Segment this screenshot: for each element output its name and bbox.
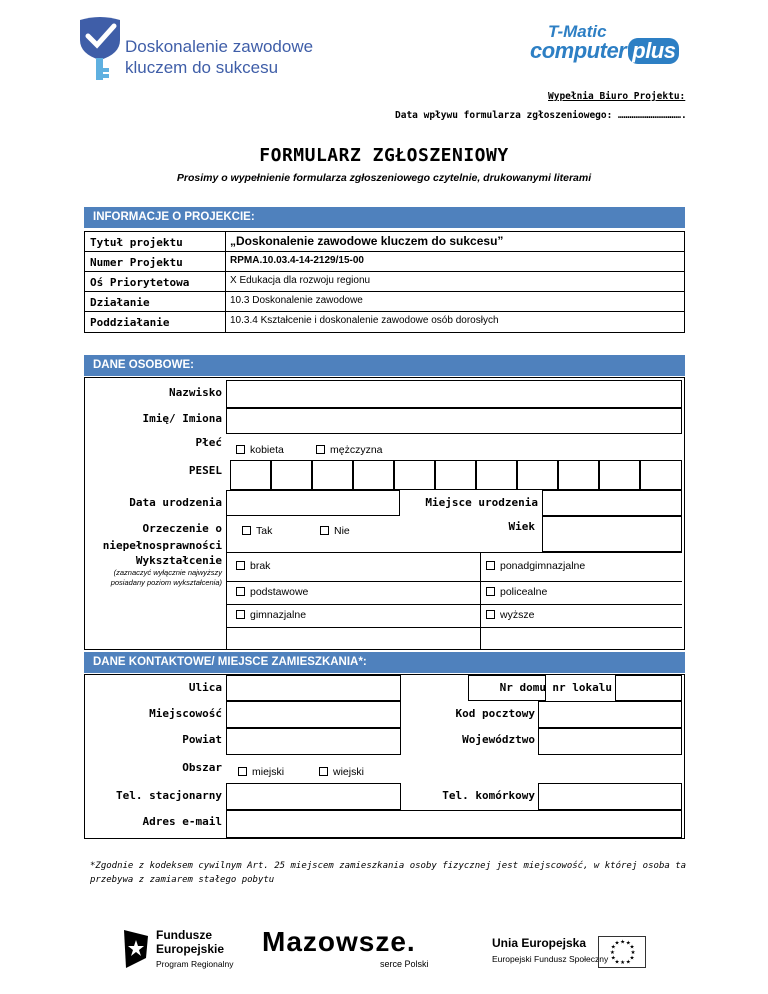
pesel-digit[interactable] — [517, 460, 558, 490]
fundusze-europejskie-logo — [122, 928, 262, 974]
pesel-digit[interactable] — [558, 460, 599, 490]
ue-line2: Europejski Fundusz Społeczny — [492, 954, 609, 964]
street-label: Ulica — [188, 681, 222, 694]
pesel-input-row — [230, 460, 682, 490]
svg-text:★: ★ — [610, 955, 616, 962]
flat-number-input[interactable] — [615, 675, 682, 701]
city-label: Miejscowość — [149, 707, 222, 720]
svg-text:★: ★ — [620, 939, 626, 946]
education-option-label: gimnazjalne — [250, 609, 307, 621]
eu-flag-icon — [598, 936, 646, 968]
submeasure-label: Poddziałanie — [85, 312, 226, 332]
svg-text:★: ★ — [620, 960, 626, 967]
sex-label: Płeć — [195, 436, 222, 449]
pesel-digit[interactable] — [640, 460, 682, 490]
street-input[interactable] — [226, 675, 401, 701]
measure-value: 10.3 Doskonalenie zawodowe — [230, 295, 363, 306]
disability-label-line2: niepełnosprawności — [102, 539, 222, 552]
education-option-label: ponadgimnazjalne — [500, 560, 586, 572]
house-number-label: Nr domu — [499, 681, 546, 694]
checkbox-icon[interactable] — [316, 445, 325, 454]
age-label: Wiek — [508, 520, 535, 533]
logo-left-line1: Doskonalenie zawodowe — [125, 37, 314, 56]
divider — [226, 552, 682, 553]
education-option-primary[interactable] — [236, 586, 308, 598]
section-project-header: INFORMACJE O PROJEKCIE: — [84, 207, 685, 228]
pesel-label: PESEL — [188, 464, 222, 477]
education-hint: (zaznaczyć wyłącznie najwyższy posiadany poziom wykształcenia) — [110, 568, 222, 587]
education-option-postsecondary[interactable] — [486, 586, 547, 598]
tmatic-logo — [530, 20, 690, 70]
pesel-digit[interactable] — [353, 460, 394, 490]
birth-place-label: Miejsce urodzenia — [425, 496, 538, 509]
priority-axis-value: X Edukacja dla rozwoju regionu — [230, 275, 371, 286]
disability-label-line1: Orzeczenie o — [142, 522, 222, 535]
table-row — [85, 252, 684, 272]
disability-label — [85, 520, 222, 554]
svg-text:★: ★ — [614, 959, 620, 966]
svg-text:★: ★ — [625, 959, 631, 966]
form-subtitle: Prosimy o wypełnienie formularza zgłoszeniowego czytelnie, drukowanymi literami — [176, 172, 592, 184]
fe-line1: Fundusze — [156, 928, 212, 942]
logo-left-line2: kluczem do sukcesu — [125, 58, 279, 77]
area-urban-label: miejski — [252, 766, 285, 778]
checkbox-icon[interactable] — [236, 561, 245, 570]
checkbox-icon[interactable] — [319, 767, 328, 776]
education-label: Wykształcenie — [135, 554, 222, 567]
divider — [226, 627, 682, 628]
fe-line3: Program Regionalny — [156, 959, 234, 969]
project-title-value: „Doskonalenie zawodowe kluczem do sukcesu” — [230, 234, 504, 248]
ue-line1: Unia Europejska — [492, 936, 587, 950]
education-option-higher[interactable] — [486, 609, 534, 621]
section-personal-header: DANE OSOBOWE: — [84, 355, 685, 376]
pesel-digit[interactable] — [435, 460, 476, 490]
names-label: Imię/ Imiona — [142, 412, 222, 425]
checkbox-icon[interactable] — [486, 587, 495, 596]
table-row — [85, 272, 684, 292]
mazowsze-logo — [262, 926, 442, 970]
svg-text:★: ★ — [625, 940, 631, 947]
project-info-table — [84, 231, 685, 333]
area-rural-option[interactable] — [319, 766, 364, 778]
birth-date-label: Data urodzenia — [129, 496, 222, 509]
checkbox-icon[interactable] — [486, 561, 495, 570]
table-row — [85, 312, 684, 332]
education-option-label: brak — [250, 560, 271, 572]
pesel-digit[interactable] — [230, 460, 271, 490]
education-option-label: podstawowe — [250, 586, 309, 598]
voivodeship-label: Województwo — [462, 733, 535, 746]
project-title-label: Tytuł projektu — [85, 232, 226, 251]
checkbox-icon[interactable] — [242, 526, 251, 535]
key-check-icon — [74, 14, 126, 84]
pesel-digit[interactable] — [476, 460, 517, 490]
project-number-value: RPMA.10.03.4-14-2129/15-00 — [230, 255, 364, 266]
measure-label: Działanie — [85, 292, 226, 311]
flat-number-label: nr lokalu — [552, 681, 612, 694]
mobile-label: Tel. komórkowy — [442, 789, 535, 802]
birth-date-input[interactable] — [226, 490, 400, 516]
pesel-digit[interactable] — [271, 460, 312, 490]
pesel-digit[interactable] — [394, 460, 435, 490]
column-divider — [480, 552, 481, 649]
education-option-label: policealne — [500, 586, 548, 598]
education-option-gymnasium[interactable] — [236, 609, 306, 621]
mobile-input[interactable] — [538, 783, 682, 810]
table-row — [85, 232, 684, 252]
postcode-input[interactable] — [538, 701, 682, 728]
education-option-label: wyższe — [500, 609, 535, 621]
project-logo — [74, 14, 314, 84]
checkbox-icon[interactable] — [238, 767, 247, 776]
svg-text:★: ★ — [629, 944, 635, 951]
star-flag-icon — [122, 928, 150, 970]
footnote: *Zgodnie z kodeksem cywilnym Art. 25 miejscem zamieszkania osoby fizycznej jest miejscowość, w której osoba ta przebywa z zamiarem stałego pobytu — [90, 861, 687, 885]
section-contact-header: DANE KONTAKTOWE/ MIEJSCE ZAMIESZKANIA*: — [84, 652, 685, 673]
personal-data-frame — [84, 377, 685, 650]
mazowsze-word: Mazowsze. — [262, 926, 416, 957]
phone-label: Tel. stacjonarny — [116, 789, 222, 802]
disability-no-option[interactable] — [320, 525, 350, 537]
area-urban-option[interactable] — [238, 766, 284, 778]
postcode-label: Kod pocztowy — [455, 707, 535, 720]
surname-label: Nazwisko — [169, 386, 222, 399]
pesel-digit[interactable] — [599, 460, 640, 490]
email-label: Adres e-mail — [142, 815, 222, 828]
svg-text:★: ★ — [630, 949, 636, 956]
names-input[interactable] — [226, 408, 682, 434]
checkbox-icon[interactable] — [236, 610, 245, 619]
logo-right-line1: T-Matic — [548, 22, 607, 41]
district-label: Powiat — [182, 733, 222, 746]
divider — [226, 581, 682, 582]
logo-right-word: computer — [530, 38, 627, 63]
contact-data-frame — [84, 674, 685, 839]
disability-yes-label: Tak — [256, 525, 273, 537]
education-option-none[interactable] — [236, 560, 270, 572]
svg-text:★: ★ — [614, 940, 620, 947]
disability-yes-option[interactable] — [242, 525, 272, 537]
area-rural-label: wiejski — [333, 766, 364, 778]
eu-logo — [492, 936, 652, 974]
project-number-label: Numer Projektu — [85, 252, 226, 271]
svg-text:★: ★ — [610, 944, 616, 951]
checkbox-icon[interactable] — [486, 610, 495, 619]
office-title: Wypełnia Biuro Projektu: — [548, 91, 686, 102]
city-input[interactable] — [226, 701, 401, 728]
logo-right-line2 — [530, 38, 679, 64]
birth-place-input[interactable] — [542, 490, 682, 516]
sex-male-option[interactable] — [316, 444, 383, 456]
office-date: Data wpływu formularza zgłoszeniowego: ……………………………. — [395, 110, 687, 121]
checkbox-icon[interactable] — [236, 445, 245, 454]
pesel-digit[interactable] — [312, 460, 353, 490]
checkbox-icon[interactable] — [236, 587, 245, 596]
education-option-secondary[interactable] — [486, 560, 585, 572]
logo-right-plus: plus — [628, 38, 679, 64]
area-label: Obszar — [182, 761, 222, 774]
district-input[interactable] — [226, 728, 401, 755]
email-input[interactable] — [226, 810, 682, 838]
svg-text:★: ★ — [629, 955, 635, 962]
mazowsze-sub: serce Polski — [380, 959, 429, 969]
surname-input[interactable] — [226, 380, 682, 408]
sex-female-label: kobieta — [250, 444, 284, 456]
age-input[interactable] — [542, 516, 682, 552]
disability-no-label: Nie — [334, 525, 350, 537]
voivodeship-input[interactable] — [538, 728, 682, 755]
svg-text:★: ★ — [609, 949, 615, 956]
form-title: FORMULARZ ZGŁOSZENIOWY — [259, 145, 509, 166]
divider — [226, 604, 682, 605]
sex-female-option[interactable] — [236, 444, 284, 456]
phone-input[interactable] — [226, 783, 401, 810]
submeasure-value: 10.3.4 Kształcenie i doskonalenie zawodowe osób dorosłych — [230, 315, 499, 326]
priority-axis-label: Oś Priorytetowa — [85, 272, 226, 291]
house-number-input[interactable] — [468, 675, 546, 701]
checkbox-icon[interactable] — [320, 526, 329, 535]
fe-line2: Europejskie — [156, 942, 225, 956]
sex-male-label: mężczyzna — [330, 444, 383, 456]
column-divider — [226, 516, 227, 649]
table-row — [85, 292, 684, 312]
